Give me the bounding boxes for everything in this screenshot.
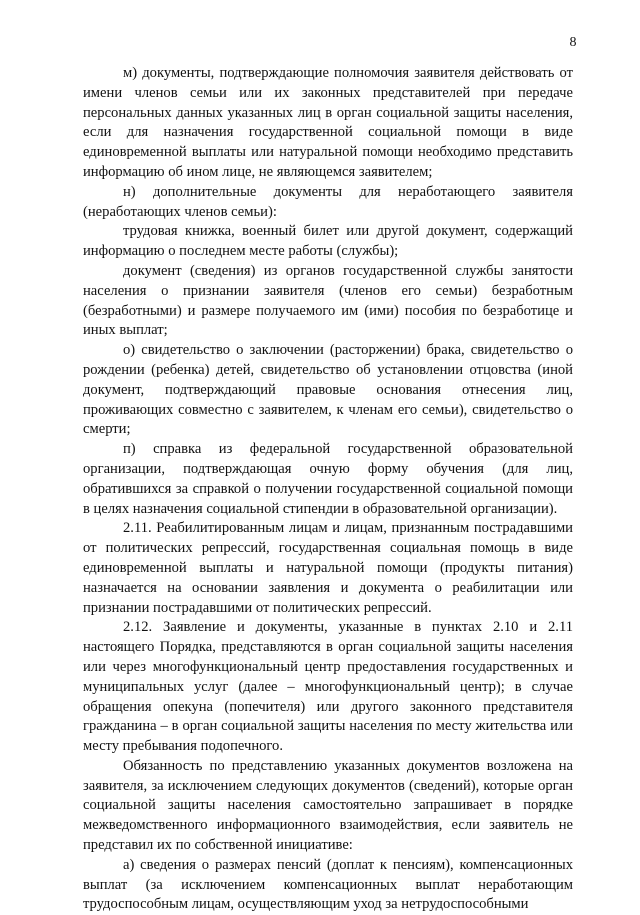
paragraph-2-12: 2.12. Заявление и документы, указанные в пунктах 2.10 и 2.11 настоящего Порядка, представляются в орган социальной защиты населения или через многофункциональный центр предоставления государственных и муниципальных услуг (далее – многофункциональный центр); в случае обращения опекуна (попечителя) или другого законного представителя гражданина – в орган социальной защиты населения по месту жительства или месту пребывания подопечного. bbox=[83, 619, 573, 755]
paragraph-m: м) документы, подтверждающие полномочия заявителя действовать от имени членов семьи или их законных представителей при передаче персональных данных указанных лиц в орган социальной защиты населения, если для назначения государственной социальной помощи в виде единовременной выплаты или натуральной помощи необходимо представить информацию об ином лице, не являющемся заявителем; bbox=[83, 65, 573, 180]
document-body bbox=[83, 64, 573, 915]
page-number: 8 bbox=[569, 35, 577, 50]
paragraph-a: а) сведения о размерах пенсий (доплат к пенсиям), компенсационных выплат (за исключением компенсационных выплат неработающим трудоспособным лицам, осуществляющим уход за нетрудоспособными bbox=[83, 856, 573, 913]
paragraph-employment-record: трудовая книжка, военный билет или другой документ, содержащий информацию о последнем месте работы (службы); bbox=[83, 223, 573, 260]
paragraph-2-11: 2.11. Реабилитированным лицам и лицам, признанным пострадавшими от политических репрессий, государственная социальная помощь в виде единовременной выплаты и натуральной помощи (продукты питания) назначается на основании заявления и документа о реабилитации или признании пострадавшими от политических репрессий. bbox=[83, 520, 573, 616]
paragraph-o: о) свидетельство о заключении (расторжении) брака, свидетельство о рождении (ребенка) детей, свидетельство об установлении отцовства (иной документ, подтверждающий правовые основания отнесения лиц, проживающих совместно с заявителем, к членам его семьи), свидетельство о смерти; bbox=[83, 342, 573, 438]
paragraph-employment-service: документ (сведения) из органов государственной службы занятости населения о признании заявителя (членов его семьи) безработным (безработными) и размере получаемого им (ими) пособия по безработице и иных выплат; bbox=[83, 262, 573, 339]
paragraph-p: п) справка из федеральной государственной образовательной организации, подтверждающая очную форму обучения (для лиц, обратившихся за справкой о получении государственной социальной помощи в целях назначения социальной стипендии в образовательной организации). bbox=[83, 441, 573, 517]
paragraph-n: н) дополнительные документы для неработающего заявителя (неработающих членов семьи): bbox=[83, 183, 573, 220]
paragraph-obligation: Обязанность по представлению указанных документов возложена на заявителя, за исключением следующих документов (сведений), которые орган социальной защиты населения самостоятельно запрашивает в порядке межведомственного информационного взаимодействия, если заявитель не представил их по собственной инициативе: bbox=[83, 757, 573, 854]
